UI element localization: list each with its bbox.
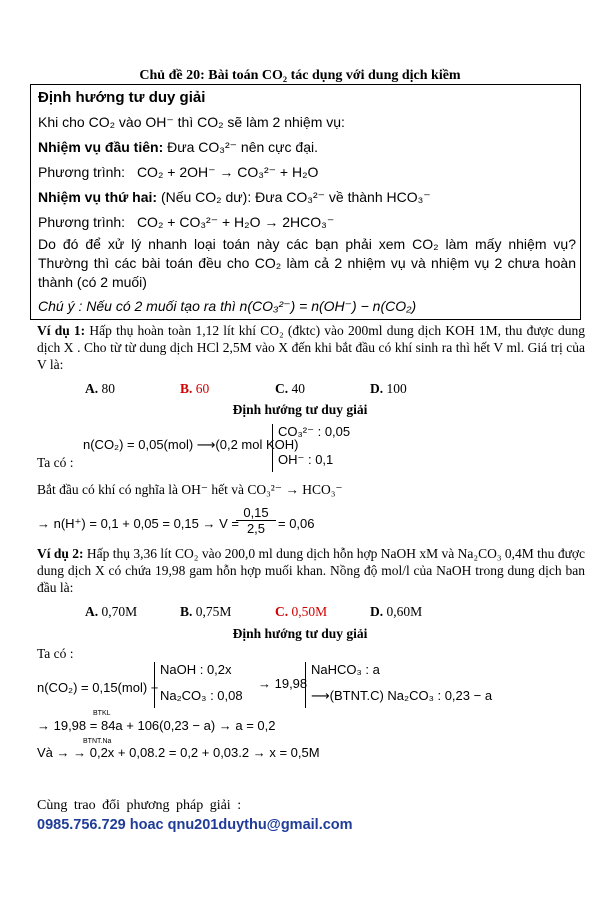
ex1-option-a: A. 80 (85, 381, 115, 396)
ex2-solution-heading: Định hướng tư duy giải (232, 626, 368, 641)
ex2-line3-label: BTNT.Na (83, 738, 112, 745)
ex1-label: Ví dụ 1: (37, 323, 86, 338)
task1-label: Nhiệm vụ đầu tiên: (38, 139, 164, 155)
ex1-option-b: B. 60 (180, 381, 210, 396)
ex2-sys-a: NaOH : 0,2x (160, 662, 232, 677)
footer-contact: 0985.756.729 hoac qnu201duythu@gmail.com (37, 817, 353, 833)
ex2-line2: → 19,98 = 84a + 106(0,23 − a) → a = 0,2 (37, 718, 276, 733)
box-paragraph: Do đó để xử lý nhanh loại toán này các bạn phải xem CO₂ làm mấy nhiệm vụ? Thường thì các bài toán đều cho CO₂ làm cả 2 nhiệm vụ và nhiệm vụ 2 chưa hoàn thành (có 2 muối) (38, 236, 576, 290)
ex1-calc1: n(CO₂) = 0,05(mol) ⟶(0,2 mol KOH) (83, 437, 299, 452)
ex2-label: Ví dụ 2: (37, 546, 84, 561)
ex2-calc2: → 19,98 (258, 676, 308, 691)
ex2-option-c: C. 0,50M (275, 604, 328, 619)
page-title: Chủ đề 20: Bài toán CO₂ tác dụng với dung dịch kiềm (139, 68, 461, 83)
footer-line1: Cùng trao đổi phương pháp giải : (37, 798, 242, 813)
ex1-fraction (236, 505, 276, 536)
ex2-sys-c: NaHCO₃ : a (311, 662, 380, 677)
eq2-row (38, 214, 334, 231)
ex2-sys-d: ⟶(BTNT.C) Na₂CO₃ : 0,23 − a (311, 688, 493, 703)
theory-box (30, 84, 581, 320)
ex1-frac-den: 2,5 (246, 521, 266, 536)
ex1-question (37, 322, 585, 373)
ex1-taco: Ta có : (37, 455, 74, 470)
ex2-line3: Và → → 0,2x + 0,08.2 = 0,2 + 0,03.2 → x = 0,5M (37, 745, 320, 760)
ex2-sys-b: Na₂CO₃ : 0,08 (160, 688, 243, 703)
ex1-sys-b: OH⁻ : 0,1 (278, 452, 334, 467)
ex1-text: Hấp thụ hoàn toàn 1,12 lít khí CO₂ (đktc) vào 200ml dung dịch KOH 1M, thu được dung dịch X . Cho từ từ dung dịch HCl 2,5M vào X đến khi bắt đầu có khí sinh ra thì hết V ml. Giá trị của V là: (37, 323, 586, 372)
task2-text: (Nếu CO₂ dư): Đưa CO₃²⁻ về thành HCO₃⁻ (160, 189, 431, 205)
ex1-line3-end: = 0,06 (278, 516, 315, 531)
ex1-sys-a: CO₃²⁻ : 0,05 (278, 424, 351, 439)
task2-label: Nhiệm vụ thứ hai: (38, 189, 158, 205)
ex2-option-a: A. 0,70M (85, 604, 138, 619)
ex1-line2: Bắt đầu có khí có nghĩa là OH⁻ hết và CO₃²⁻ → HCO₃⁻ (37, 482, 343, 497)
ex1-line3: → n(H⁺) = 0,1 + 0,05 = 0,15 → V = (37, 516, 239, 531)
eq1: CO₂ + 2OH⁻ → CO₃²⁻ + H₂O (136, 164, 319, 180)
ex2-taco: Ta có : (37, 646, 74, 661)
eq1-label: Phương trình: (38, 164, 126, 180)
task1-text: Đưa CO₃²⁻ nên cực đại. (167, 139, 319, 155)
eq1-row (38, 164, 318, 181)
ex2-line2-label: BTKL (93, 710, 111, 717)
ex2-calc1: n(CO₂) = 0,15(mol) + (37, 680, 159, 695)
ex2-text: Hấp thụ 3,36 lít CO₂ vào 200,0 ml dung dịch hỗn hợp NaOH xM và Na₂CO₃ 0,4M thu được dung dịch X có chứa 19,98 gam hỗn hợp muối khan. Nồng độ mol/l của NaOH trong dung dịch ban đầu là: (37, 546, 586, 595)
ex1-solution-heading: Định hướng tư duy giải (232, 402, 368, 417)
ex1-frac-num: 0,15 (236, 505, 276, 521)
box-note: Chú ý : Nếu có 2 muối tạo ra thì n(CO₃²⁻) = n(OH⁻) − n(CO₂) (38, 298, 417, 314)
task1 (38, 139, 318, 156)
ex1-brace (272, 424, 273, 472)
eq2: CO₂ + CO₃²⁻ + H₂O → 2HCO₃⁻ (136, 214, 335, 230)
ex2-brace-1 (154, 662, 155, 708)
eq2-label: Phương trình: (38, 214, 126, 230)
ex2-option-b: B. 0,75M (180, 604, 232, 619)
ex2-option-d: D. 0,60M (370, 604, 423, 619)
box-intro: Khi cho CO₂ vào OH⁻ thì CO₂ sẽ làm 2 nhiệm vụ: (38, 114, 345, 130)
ex1-option-c: C. 40 (275, 381, 305, 396)
ex2-brace-2 (305, 662, 306, 708)
ex1-option-d: D. 100 (370, 381, 407, 396)
box-heading: Định hướng tư duy giải (38, 89, 206, 106)
task2 (38, 189, 431, 206)
ex2-question (37, 545, 585, 596)
